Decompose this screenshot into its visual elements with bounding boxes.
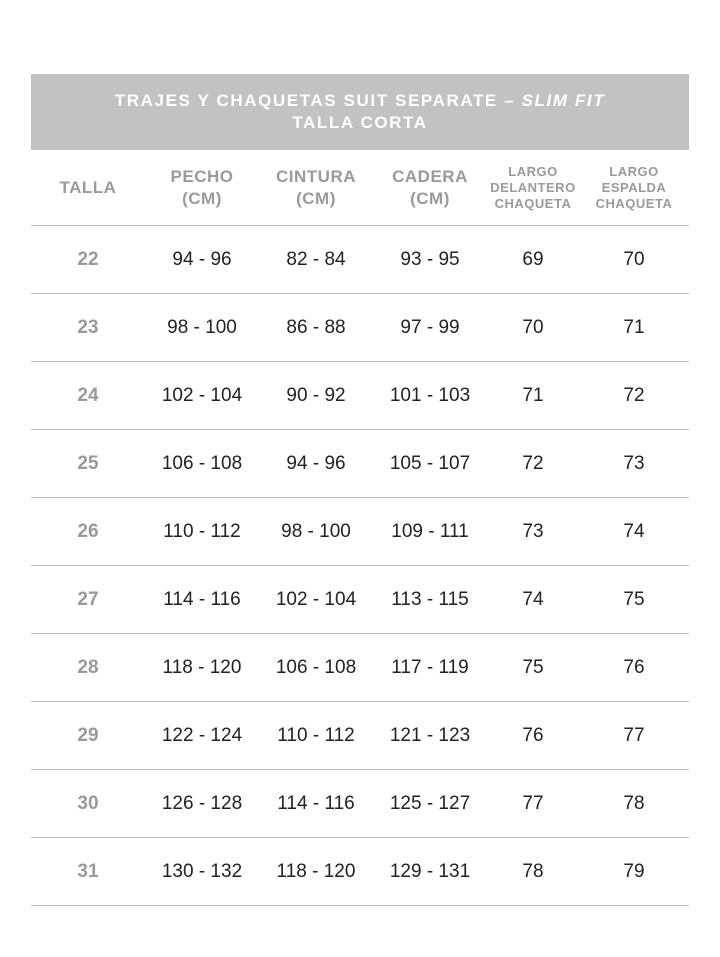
cell-cadera: 113 - 115	[373, 566, 487, 634]
cell-cadera: 97 - 99	[373, 294, 487, 362]
cell-largo-espalda: 71	[579, 294, 689, 362]
cell-cadera: 101 - 103	[373, 362, 487, 430]
cell-largo-espalda: 73	[579, 430, 689, 498]
header-largo-espalda	[579, 150, 689, 226]
cell-talla: 25	[31, 430, 145, 498]
size-table	[31, 150, 689, 906]
header-pecho	[145, 150, 259, 226]
header-line: (CM)	[182, 188, 222, 208]
table-row	[31, 294, 689, 362]
table-title-main: TRAJES Y CHAQUETAS SUIT SEPARATE –	[114, 91, 522, 110]
table-body	[31, 226, 689, 906]
cell-cadera: 121 - 123	[373, 702, 487, 770]
cell-largo-espalda: 72	[579, 362, 689, 430]
header-largo-delantero	[487, 150, 579, 226]
table-row	[31, 430, 689, 498]
table-title-line2: TALLA CORTA	[292, 113, 428, 132]
cell-cadera: 93 - 95	[373, 226, 487, 294]
cell-largo-delantero: 74	[487, 566, 579, 634]
cell-cintura: 86 - 88	[259, 294, 373, 362]
cell-pecho: 94 - 96	[145, 226, 259, 294]
cell-largo-espalda: 70	[579, 226, 689, 294]
cell-largo-delantero: 73	[487, 498, 579, 566]
header-line: CADERA	[392, 166, 468, 186]
cell-cintura: 106 - 108	[259, 634, 373, 702]
cell-cadera: 117 - 119	[373, 634, 487, 702]
table-row	[31, 226, 689, 294]
cell-talla: 27	[31, 566, 145, 634]
cell-pecho: 98 - 100	[145, 294, 259, 362]
cell-cadera: 125 - 127	[373, 770, 487, 838]
table-row	[31, 838, 689, 906]
cell-largo-espalda: 77	[579, 702, 689, 770]
table-row	[31, 566, 689, 634]
cell-pecho: 102 - 104	[145, 362, 259, 430]
cell-pecho: 110 - 112	[145, 498, 259, 566]
cell-largo-delantero: 69	[487, 226, 579, 294]
cell-pecho: 106 - 108	[145, 430, 259, 498]
header-line: CINTURA	[276, 166, 356, 186]
cell-cintura: 98 - 100	[259, 498, 373, 566]
cell-pecho: 122 - 124	[145, 702, 259, 770]
header-cintura	[259, 150, 373, 226]
cell-talla: 22	[31, 226, 145, 294]
cell-talla: 30	[31, 770, 145, 838]
cell-largo-espalda: 78	[579, 770, 689, 838]
header-line: TALLA	[59, 177, 117, 197]
cell-talla: 23	[31, 294, 145, 362]
table-row	[31, 634, 689, 702]
cell-largo-delantero: 78	[487, 838, 579, 906]
cell-cintura: 114 - 116	[259, 770, 373, 838]
cell-cintura: 90 - 92	[259, 362, 373, 430]
table-row	[31, 498, 689, 566]
header-row	[31, 150, 689, 226]
cell-talla: 29	[31, 702, 145, 770]
header-line: PECHO	[170, 166, 234, 186]
table-title-banner	[31, 74, 689, 150]
cell-largo-espalda: 75	[579, 566, 689, 634]
cell-cintura: 94 - 96	[259, 430, 373, 498]
cell-talla: 26	[31, 498, 145, 566]
cell-talla: 24	[31, 362, 145, 430]
cell-cintura: 102 - 104	[259, 566, 373, 634]
header-line: CHAQUETA	[494, 195, 572, 211]
cell-pecho: 118 - 120	[145, 634, 259, 702]
cell-largo-delantero: 72	[487, 430, 579, 498]
cell-largo-espalda: 74	[579, 498, 689, 566]
size-chart	[31, 74, 689, 906]
cell-largo-espalda: 76	[579, 634, 689, 702]
table-row	[31, 770, 689, 838]
cell-largo-delantero: 77	[487, 770, 579, 838]
table-title-line1	[115, 90, 605, 112]
table-row	[31, 362, 689, 430]
header-line: (CM)	[296, 188, 336, 208]
header-line: LARGO	[508, 163, 558, 179]
cell-pecho: 114 - 116	[145, 566, 259, 634]
cell-cadera: 109 - 111	[373, 498, 487, 566]
cell-pecho: 130 - 132	[145, 838, 259, 906]
cell-cadera: 129 - 131	[373, 838, 487, 906]
cell-largo-delantero: 71	[487, 362, 579, 430]
cell-largo-espalda: 79	[579, 838, 689, 906]
cell-cintura: 118 - 120	[259, 838, 373, 906]
header-cadera	[373, 150, 487, 226]
header-line: LARGO	[609, 163, 659, 179]
header-line: (CM)	[410, 188, 450, 208]
table-header	[31, 150, 689, 226]
header-line: ESPALDA	[601, 179, 667, 195]
header-line: DELANTERO	[490, 179, 576, 195]
cell-talla: 28	[31, 634, 145, 702]
cell-cintura: 82 - 84	[259, 226, 373, 294]
cell-largo-delantero: 76	[487, 702, 579, 770]
cell-cadera: 105 - 107	[373, 430, 487, 498]
cell-talla: 31	[31, 838, 145, 906]
header-line: CHAQUETA	[595, 195, 673, 211]
cell-largo-delantero: 75	[487, 634, 579, 702]
table-row	[31, 702, 689, 770]
cell-pecho: 126 - 128	[145, 770, 259, 838]
table-title-fit: SLIM FIT	[521, 91, 606, 110]
cell-cintura: 110 - 112	[259, 702, 373, 770]
header-talla	[31, 150, 145, 226]
cell-largo-delantero: 70	[487, 294, 579, 362]
